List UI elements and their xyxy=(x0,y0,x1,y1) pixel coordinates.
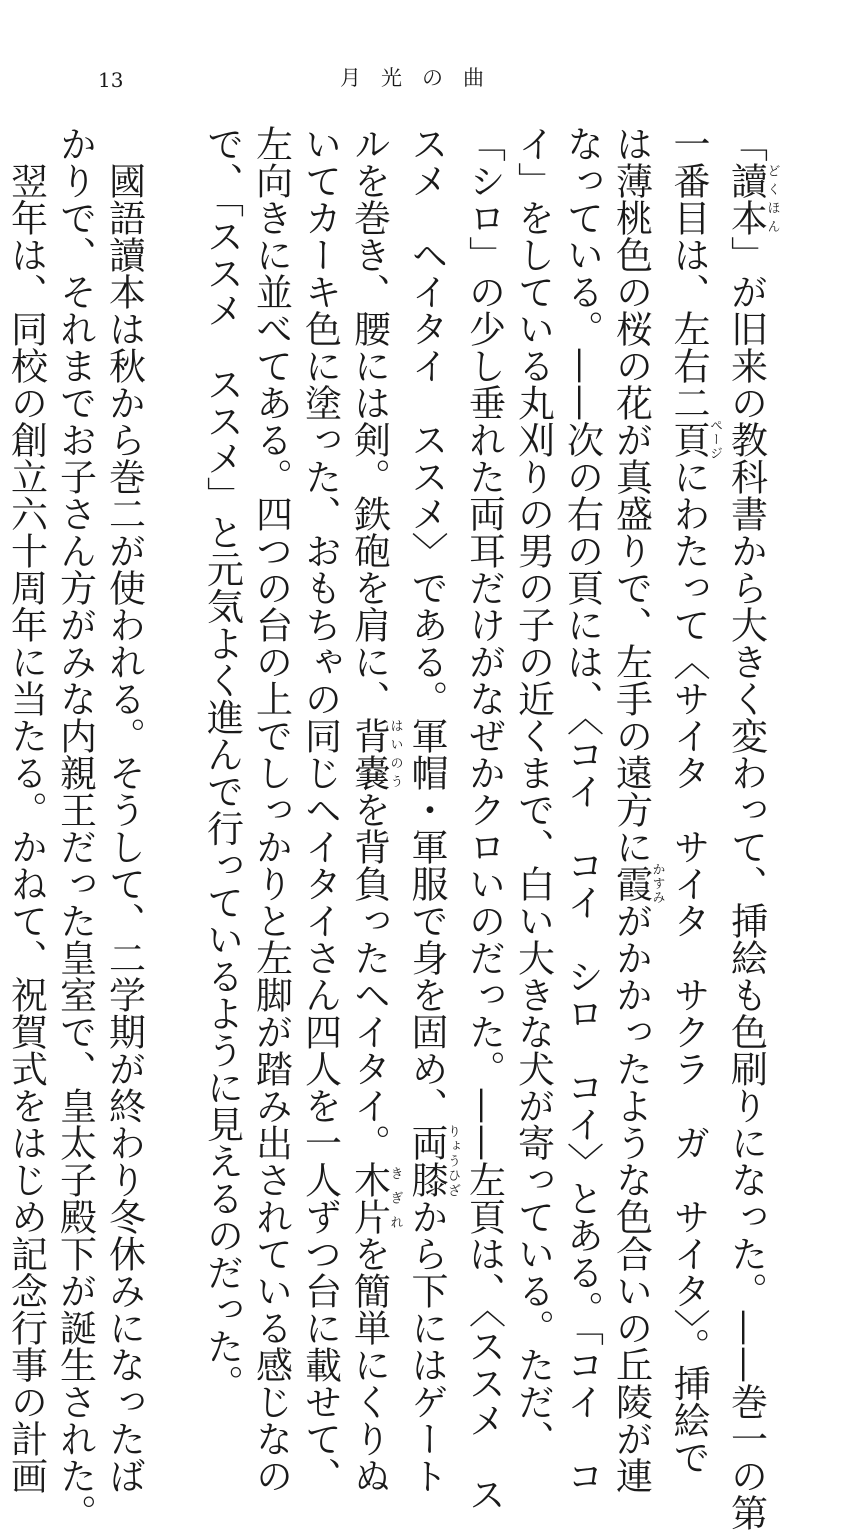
ruby-annotation xyxy=(667,418,722,461)
text-segment: を簡単にくりぬ xyxy=(347,1235,391,1494)
text-segment: ルを巻き、腰には剣。鉄砲を肩に、 xyxy=(347,125,391,717)
ruby-annotation xyxy=(347,1161,403,1235)
text-segment: かりで、それまでお子さん方がみな内親王だった皇室で、皇太子殿下が誕生された。 xyxy=(53,125,97,1531)
text-column xyxy=(509,125,558,1457)
text-column xyxy=(460,125,509,1513)
text-segment: 一番目は、左右二 xyxy=(667,125,710,421)
text-segment: にわたって〈サイタ サイタ サクラ ガ サイタ〉。挿絵で xyxy=(667,458,710,1476)
text-column xyxy=(402,125,460,1494)
text-segment: がかかったような色合いの丘陵が連 xyxy=(609,902,653,1494)
text-column xyxy=(607,125,665,1494)
text-column xyxy=(2,125,51,1494)
ruby-reading: はいのう xyxy=(387,717,403,791)
ruby-annotation xyxy=(609,862,665,905)
ruby-base: 讀本 xyxy=(724,162,768,236)
text-segment: 翌年は、同校の創立六十周年に当たる。かねて、祝賀式をはじめ記念行事の計画 xyxy=(4,125,48,1494)
ruby-annotation xyxy=(405,1124,460,1198)
text-column xyxy=(198,125,247,1402)
text-segment: スメ ヘイタイ ススメ〉である。軍帽・軍服で身を固め、 xyxy=(405,125,448,1124)
ruby-base: 霞 xyxy=(609,862,653,905)
ruby-reading: きぎれ xyxy=(387,1161,403,1235)
text-column xyxy=(100,125,149,1494)
text-segment: 」が旧来の教科書から大きく変わって、挿絵も色刷りになった。——巻一の第 xyxy=(724,236,768,1531)
running-title: 月光の曲 xyxy=(340,66,504,90)
ruby-reading: かすみ xyxy=(649,862,665,905)
text-column xyxy=(664,125,722,1476)
ruby-base: 木片 xyxy=(347,1161,391,1235)
text-segment: から下にはゲート xyxy=(405,1198,448,1494)
text-segment: 左向きに並べてある。四つの台の上でしっかりと左脚が踏み出されている感じなの xyxy=(249,125,293,1494)
ruby-reading: ページ xyxy=(707,418,722,461)
text-column xyxy=(558,125,607,1494)
text-segment: 「シロ」の少し垂れた両耳だけがなぜかクロいのだった。——左頁は、〈ススメ ス xyxy=(462,125,506,1513)
ruby-base: 頁 xyxy=(667,418,710,461)
text-segment: なっている。——次の右の頁には、〈コイ コイ シロ コイ〉とある。「コイ コ xyxy=(560,125,604,1494)
ruby-reading: りょうひざ xyxy=(445,1124,460,1198)
body-text xyxy=(2,125,780,1531)
text-column xyxy=(722,125,780,1531)
text-column xyxy=(247,125,296,1494)
text-segment: 國語讀本は秋から巻二が使われる。そうして、二学期が終わり冬休みになったば xyxy=(102,125,146,1494)
ruby-reading: どくほん xyxy=(764,162,780,236)
ruby-annotation xyxy=(724,162,780,236)
text-segment: で、「ススメ ススメ」と元気よく進んで行っているように見えるのだった。 xyxy=(200,125,244,1402)
text-column xyxy=(51,125,100,1531)
ruby-annotation xyxy=(347,717,403,791)
page-number: 13 xyxy=(98,68,124,92)
ruby-base: 両膝 xyxy=(405,1124,448,1198)
text-column xyxy=(149,125,198,1115)
text-column xyxy=(345,125,403,1494)
text-column xyxy=(296,125,345,1494)
text-segment: イ」をしている丸刈りの男の子の近くまで、白い大きな犬が寄っている。ただ、 xyxy=(511,125,555,1457)
text-segment: を背負ったヘイタイ。 xyxy=(347,791,391,1161)
ruby-base: 背嚢 xyxy=(347,717,391,791)
text-segment: 「 xyxy=(724,125,768,162)
text-segment: は薄桃色の桜の花が真盛りで、左手の遠方に xyxy=(609,125,653,865)
text-segment: いてカーキ色に塗った、おもちゃの同じヘイタイさん四人を一人ずつ台に載せて、 xyxy=(298,125,342,1494)
